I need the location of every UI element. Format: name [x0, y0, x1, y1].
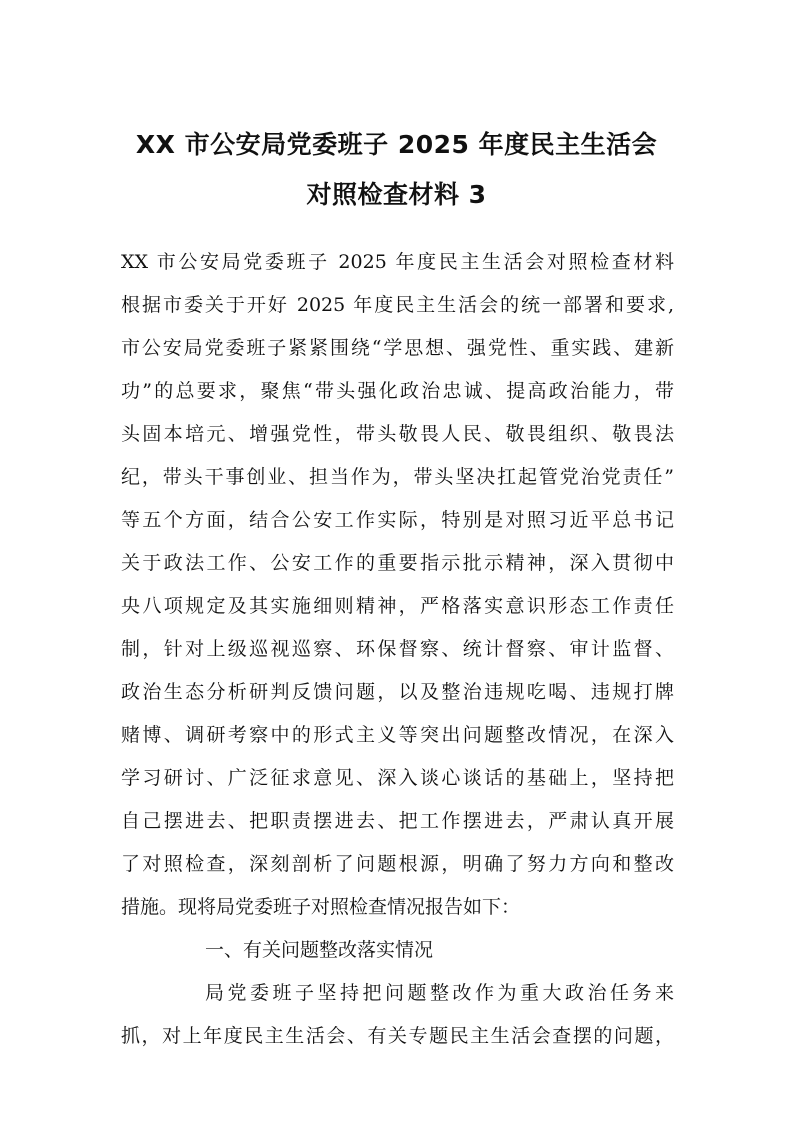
body-text-line: 了对照检查，深刻剖析了问题根源，明确了努力方向和整改 — [121, 853, 674, 875]
body-text-line: 关于政法工作、公安工作的重要指示批示精神，深入贯彻中 — [121, 552, 674, 574]
body-text-line: 制，针对上级巡视巡察、环保督察、统计督察、审计监督、 — [121, 638, 674, 660]
body-text-line: 根据市委关于开好 2025 年度民主生活会的统一部署和要求, — [121, 294, 674, 316]
document-title-line-2: 对照检查材料 3 — [306, 180, 487, 209]
section-heading: 一、有关问题整改落实情况 — [205, 939, 434, 961]
body-text-line: 措施。现将局党委班子对照检查情况报告如下： — [121, 896, 521, 918]
section-text-line: 抓，对上年度民主生活会、有关专题民主生活会查摆的问题， — [121, 1025, 674, 1047]
body-text-line: 等五个方面，结合公安工作实际，特别是对照习近平总书记 — [121, 509, 674, 531]
document-title-line-1: XX 市公安局党委班子 2025 年度民主生活会 — [135, 130, 658, 159]
body-text-line: 市公安局党委班子紧紧围绕“学思想、强党性、重实践、建新 — [121, 337, 674, 359]
body-text-line: 赌博、调研考察中的形式主义等突出问题整改情况，在深入 — [121, 724, 674, 746]
section-text-line: 局党委班子坚持把问题整改作为重大政治任务来 — [205, 982, 674, 1004]
body-text-line: 央八项规定及其实施细则精神，严格落实意识形态工作责任 — [121, 595, 674, 617]
body-text-line: 头固本培元、增强党性，带头敬畏人民、敬畏组织、敬畏法 — [121, 423, 674, 445]
body-text-line: 纪，带头干事创业、担当作为，带头坚决扛起管党治党责任” — [121, 466, 674, 488]
body-text-line: 政治生态分析研判反馈问题，以及整治违规吃喝、违规打牌 — [121, 681, 674, 703]
body-text-line: XX 市公安局党委班子 2025 年度民主生活会对照检查材料 — [121, 251, 674, 273]
body-text-line: 学习研讨、广泛征求意见、深入谈心谈话的基础上，坚持把 — [121, 767, 674, 789]
body-text-line: 自己摆进去、把职责摆进去、把工作摆进去，严肃认真开展 — [121, 810, 674, 832]
body-text-line: 功”的总要求，聚焦“带头强化政治忠诚、提高政治能力，带 — [121, 380, 674, 402]
